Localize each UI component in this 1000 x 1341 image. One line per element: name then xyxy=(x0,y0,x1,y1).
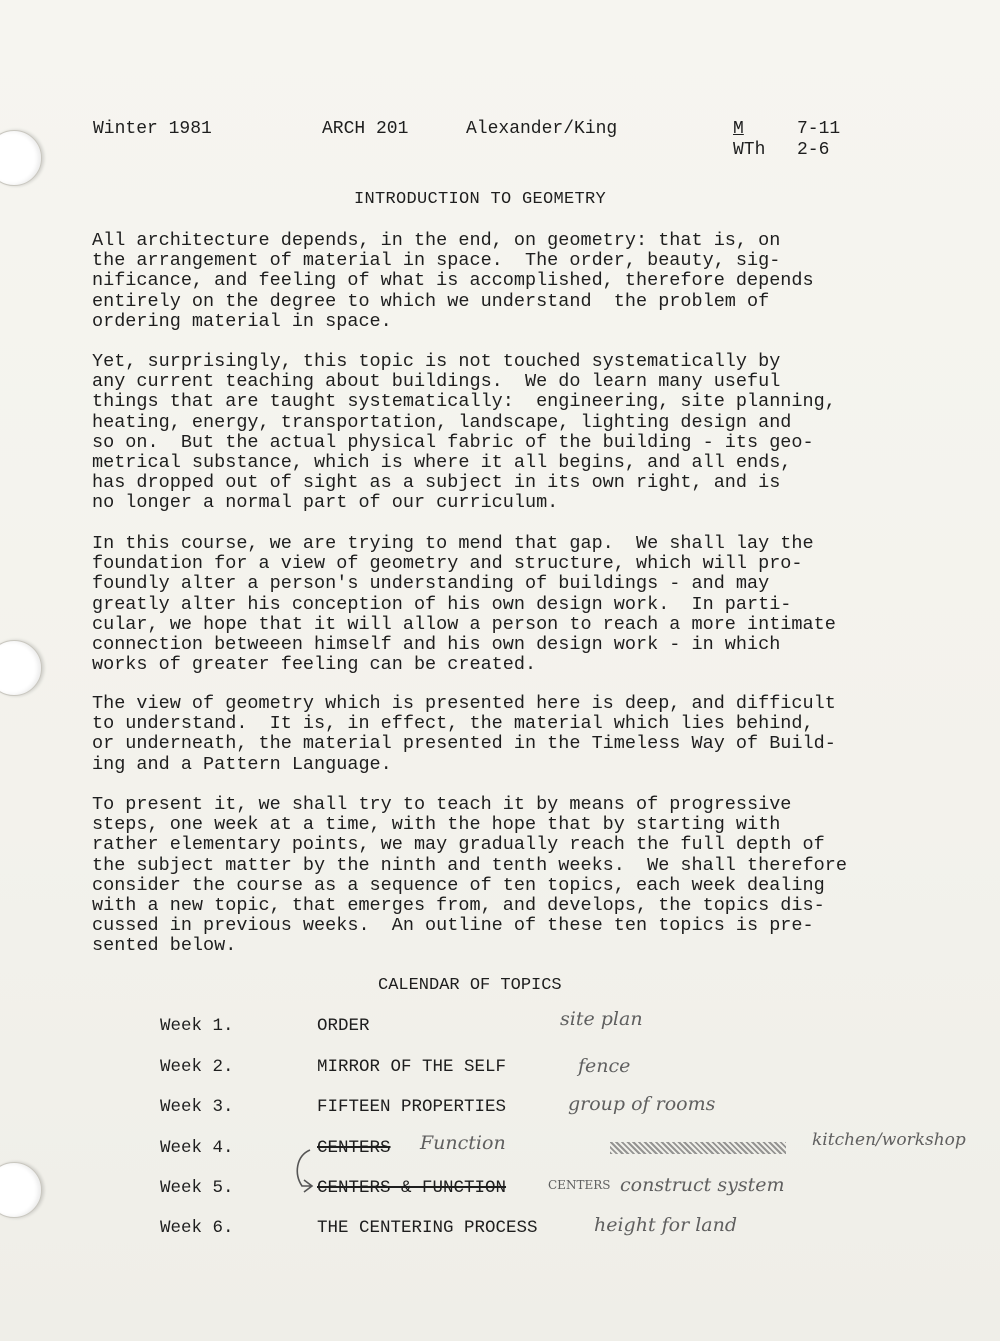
calendar-row xyxy=(0,1093,1000,1121)
arrow-icon xyxy=(290,1146,316,1196)
week-label: Week 6. xyxy=(160,1218,234,1238)
paragraph-3: In this course, we are trying to mend that gap. We shall lay the foundation for a view of geometry and structure, which will pro- foundly alter a person's understanding of buildings - and may greatly alter his conception of his own design work. In parti- cular, we hope that it will allow a person to reach a more intimate connection betweeen himself and his own design work - in which works of greater feeling can be created. xyxy=(92,533,836,676)
handwritten-note: construct system xyxy=(620,1174,785,1196)
paragraph-2: Yet, surprisingly, this topic is not touched systematically by any current teaching about buildings. We do learn many useful things that are taught systematically: engineering, site planning, heating, energy, transportation, landscape, lighting design and so on. But the actual physical fabric of the building - its geo- metrical substance, which is where it all begins, and all ends, has dropped out of sight as a subject in its own right, and is no longer a normal part of our curriculum. xyxy=(92,351,836,514)
week-topic: FIFTEEN PROPERTIES xyxy=(317,1097,507,1117)
instructors: Alexander/King xyxy=(466,119,618,139)
calendar-row xyxy=(0,1130,1000,1162)
document-title: INTRODUCTION TO GEOMETRY xyxy=(353,190,607,209)
handwritten-note: group of rooms xyxy=(568,1093,716,1115)
binder-hole xyxy=(0,640,42,696)
handwritten-note: height for land xyxy=(594,1214,738,1236)
week-label: Week 1. xyxy=(160,1016,234,1036)
calendar-title: CALENDAR OF TOPICS xyxy=(378,976,562,995)
paragraph-5: To present it, we shall try to teach it by means of progressive steps, one week at a time, with the hope that by starting with rather elementary points, we may gradually reach the full depth of the subject matter by the ninth and tenth weeks. We shall therefore consider the course as a sequence of ten topics, each week dealing with a new topic, that emerges from, and develops, the topics dis- cussed in previous weeks. An outline of these ten topics is pre- sented below. xyxy=(92,794,847,957)
handwritten-note: site plan xyxy=(560,1008,643,1030)
schedule-time-1: 7-11 xyxy=(797,119,841,139)
week-topic: CENTERS & FUNCTION xyxy=(317,1178,507,1198)
handwritten-note: Function xyxy=(420,1132,506,1154)
calendar-row xyxy=(0,1214,1000,1242)
handwritten-note: CENTERS xyxy=(548,1178,611,1192)
schedule-days-1: M xyxy=(733,119,744,139)
paragraph-1: All architecture depends, in the end, on geometry: that is, on the arrangement of material in space. The order, beauty, sig- nificance, and feeling of what is accomplished, therefore depends entirely on the degree to which we understand the problem of ordering material in space. xyxy=(92,230,814,332)
schedule-time-2: 2-6 xyxy=(797,140,830,160)
term-label: Winter 1981 xyxy=(93,119,212,139)
week-label: Week 3. xyxy=(160,1097,234,1117)
week-topic: CENTERS xyxy=(317,1138,391,1158)
week-label: Week 5. xyxy=(160,1178,234,1198)
handwritten-note: kitchen/workshop xyxy=(812,1130,966,1150)
week-label: Week 4. xyxy=(160,1138,234,1158)
binder-hole xyxy=(0,130,42,186)
schedule-days-2: WTh xyxy=(733,140,766,160)
paragraph-4: The view of geometry which is presented here is deep, and difficult to understand. It is, in effect, the material which lies behind, or underneath, the material presented in the Timeless Way of Build- ing and a Pattern Language. xyxy=(92,693,836,775)
course-code: ARCH 201 xyxy=(322,119,409,139)
handwritten-note: fence xyxy=(578,1055,631,1077)
calendar-row xyxy=(0,1057,1000,1081)
calendar-row xyxy=(0,1008,1000,1040)
week-topic: THE CENTERING PROCESS xyxy=(317,1218,538,1238)
week-topic: MIRROR OF THE SELF xyxy=(317,1057,507,1077)
week-label: Week 2. xyxy=(160,1057,234,1077)
crossed-out-scribble xyxy=(610,1142,786,1154)
calendar-row xyxy=(0,1174,1000,1202)
week-topic: ORDER xyxy=(317,1016,370,1036)
